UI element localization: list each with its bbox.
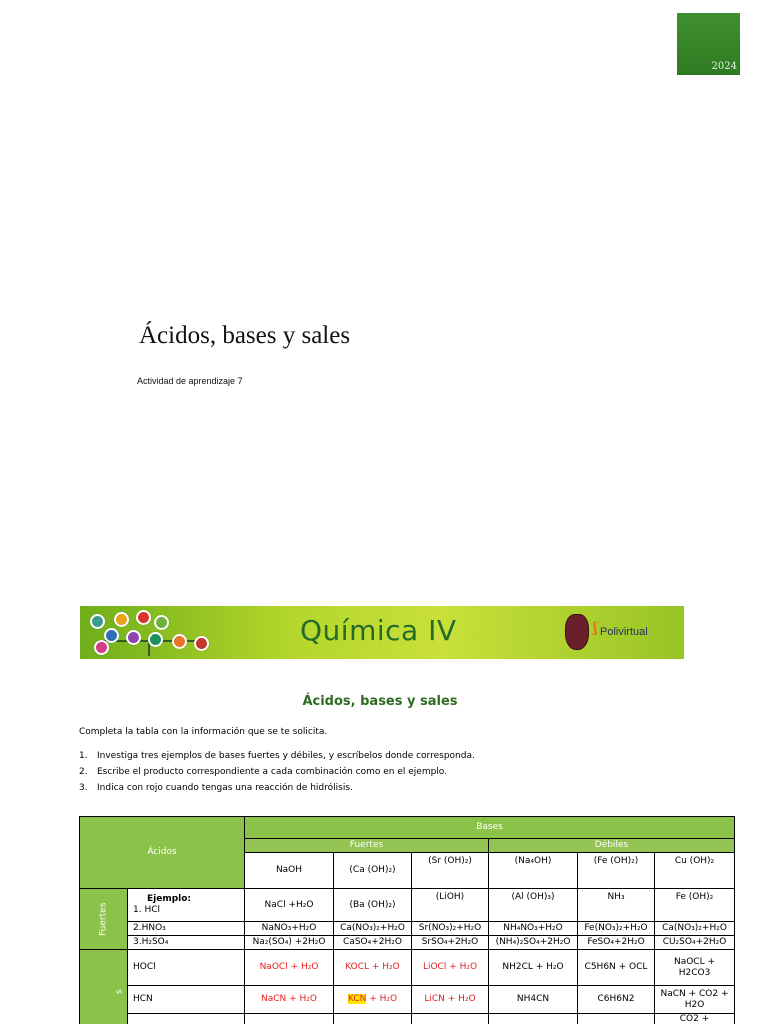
table-cell: (Ca (OH)₂) [334, 853, 412, 889]
cover-subtitle: Actividad de aprendizaje 7 [137, 376, 243, 386]
table-cell [334, 1014, 412, 1024]
table-cell: (Al (OH)₃) [489, 889, 578, 922]
table-cell: NaCl +H₂O [245, 889, 334, 922]
table-cell-hydrolysis [334, 986, 412, 1014]
acids-bases-table [79, 816, 735, 1024]
polivirtual-logo-icon: ʃ [593, 620, 598, 636]
intro-text: Completa la tabla con la información que se te solicita. [79, 727, 328, 737]
polivirtual-logo-text: Polivirtual [600, 626, 648, 638]
document-heading: Ácidos, bases y sales [302, 694, 458, 709]
table-cell: NaOCL + H2CO3 [655, 950, 735, 986]
table-cell: (Ba (OH)₂) [334, 889, 412, 922]
table-cell [245, 1014, 334, 1024]
table-cell: (LiOH) [412, 889, 489, 922]
instruction-item: 1. Investiga tres ejemplos de bases fuertes y débiles, y escríbelos donde corresponda. [79, 751, 475, 761]
year-text: 2024 [711, 61, 737, 72]
table-cell [412, 1014, 489, 1024]
acid-name [128, 1014, 245, 1024]
example-label: Ejemplo: [147, 894, 192, 904]
table-cell: CaSO₄+2H₂O [334, 936, 412, 950]
table-cell-hydrolysis: LiOCl + H₂O [412, 950, 489, 986]
instruction-list [79, 750, 475, 798]
table-cell-hydrolysis: LiCN + H₂O [412, 986, 489, 1014]
table-cell [489, 1014, 578, 1024]
instruction-item: 3. Indica con rojo cuando tengas una reacción de hidrólisis. [79, 783, 353, 793]
highlighted-formula: KCN [347, 994, 367, 1004]
table-cell: CO2 + [655, 1014, 735, 1024]
acids-header: Ácidos [80, 817, 245, 889]
table-cell: NH₃ [578, 889, 655, 922]
table-cell-hydrolysis: KOCL + H₂O [334, 950, 412, 986]
acid-name: HOCl [128, 950, 245, 986]
table-cell-hydrolysis: NaCN + H₂O [245, 986, 334, 1014]
table-cell: FeSO₄+2H₂O [578, 936, 655, 950]
table-cell: Fe (OH)₂ [655, 889, 735, 922]
table-cell: SrSO₄+2H₂O [412, 936, 489, 950]
table-cell: C6H6N2 [578, 986, 655, 1014]
table-cell: CU₂SO₄+2H₂O [655, 936, 735, 950]
course-banner [80, 606, 684, 659]
table-cell: NaCN + CO2 + H2O [655, 986, 735, 1014]
side-label-strong: Fuertes [80, 889, 128, 950]
table-cell [578, 1014, 655, 1024]
acid-name: 1. HCl [133, 905, 160, 915]
table-cell: NaOH [245, 853, 334, 889]
table-cell: Sr(NO₃)₂+H₂O [412, 922, 489, 936]
table-cell: Na₂(SO₄) +2H₂O [245, 936, 334, 950]
table-cell: NH₄NO₃+H₂O [489, 922, 578, 936]
science-icons-cluster [88, 610, 218, 656]
table-cell: Ca(NO₃)₂+H₂O [334, 922, 412, 936]
acid-name: HCN [128, 986, 245, 1014]
side-label-weak: s [80, 950, 128, 1024]
table-cell: (Sr (OH)₂) [412, 853, 489, 889]
cover-title: Ácidos, bases y sales [139, 322, 351, 349]
table-cell: (NH₄)₂SO₄+2H₂O [489, 936, 578, 950]
acid-name: 2.HNO₃ [128, 922, 245, 936]
table-cell: Fe(NO₃)₂+H₂O [578, 922, 655, 936]
table-cell: C5H6N + OCL [578, 950, 655, 986]
instruction-item: 2. Escribe el producto correspondiente a cada combinación como en el ejemplo. [79, 767, 448, 777]
formula-suffix: + H₂O [366, 994, 398, 1004]
banner-title: Química IV [300, 614, 457, 647]
strong-bases-header: Fuertes [245, 839, 489, 853]
table-cell: (Na₄OH) [489, 853, 578, 889]
table-cell: NH4CN [489, 986, 578, 1014]
weak-bases-header: Débiles [489, 839, 735, 853]
table-cell: NH2CL + H₂O [489, 950, 578, 986]
acid-name: 3.H₂SO₄ [128, 936, 245, 950]
year-badge [677, 13, 740, 75]
table-cell: NaNO₃+H₂O [245, 922, 334, 936]
acid-cell [128, 889, 245, 922]
table-cell: Cu (OH)₂ [655, 853, 735, 889]
university-seal-icon [565, 614, 589, 650]
bases-header: Bases [245, 817, 735, 839]
table-cell-hydrolysis: NaOCl + H₂O [245, 950, 334, 986]
table-cell: (Fe (OH)₂) [578, 853, 655, 889]
table-cell: Ca(NO₃)₂+H₂O [655, 922, 735, 936]
